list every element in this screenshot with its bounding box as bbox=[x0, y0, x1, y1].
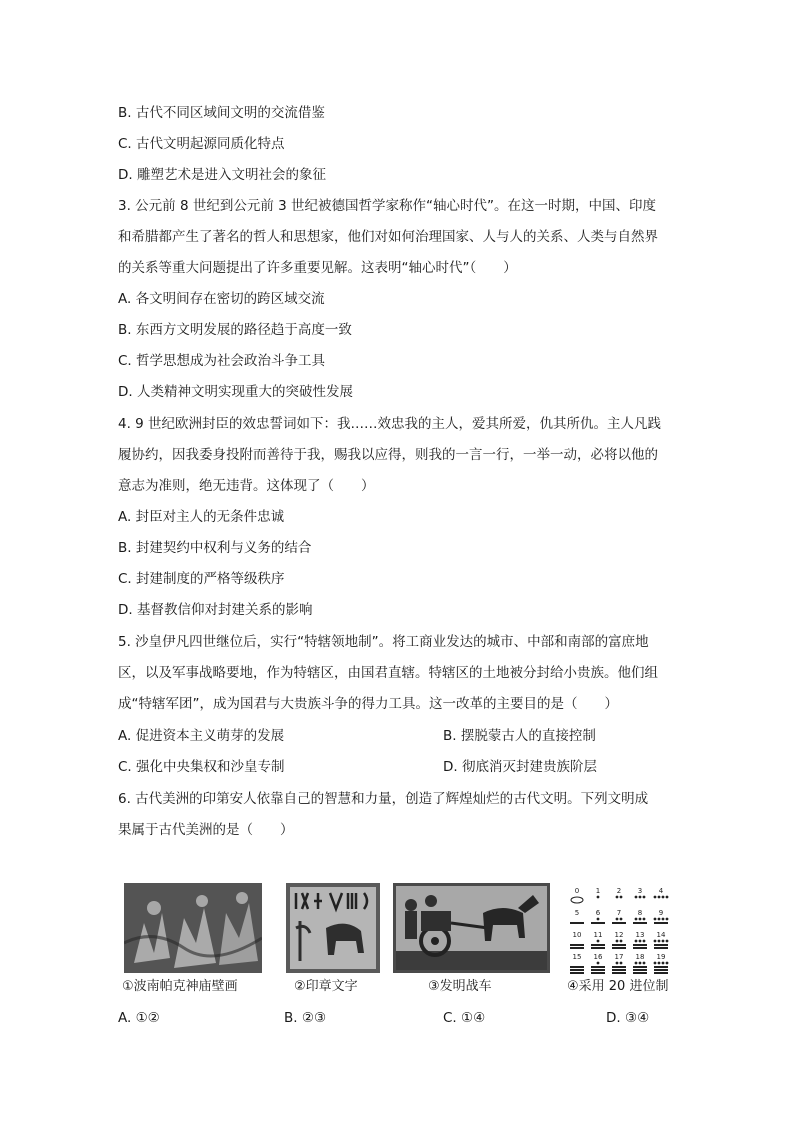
dot-glyph bbox=[597, 940, 600, 943]
dot-glyph bbox=[643, 962, 646, 965]
dot-glyph bbox=[639, 962, 642, 965]
dot-glyph bbox=[654, 940, 657, 943]
bar-glyph bbox=[654, 944, 668, 946]
q4-option-a: A. 封臣对主人的无条件忠诚 bbox=[118, 509, 285, 525]
dot-glyph bbox=[658, 918, 661, 921]
numeral-label: 11 bbox=[593, 931, 603, 939]
bar-glyph bbox=[591, 947, 605, 949]
bar-glyph bbox=[591, 966, 605, 968]
bar-glyph bbox=[654, 966, 668, 968]
q4-option-c: C. 封建制度的严格等级秩序 bbox=[118, 571, 285, 587]
bar-glyph bbox=[654, 972, 668, 974]
q2-option-b: B. 古代不同区域间文明的交流借鉴 bbox=[118, 105, 325, 121]
q3-stem-line-2: 和希腊都产生了著名的哲人和思想家，他们对如何治理国家、人与人的关系、人类与自然界 bbox=[118, 229, 658, 245]
q6-option-a: A. ①② bbox=[118, 1010, 160, 1026]
bar-glyph bbox=[570, 969, 584, 971]
dot-glyph bbox=[662, 962, 665, 965]
q6-stem-line-2: 果属于古代美洲的是（ ） bbox=[118, 822, 294, 838]
q4-option-d: D. 基督教信仰对封建关系的影响 bbox=[118, 602, 313, 618]
q5-stem-line-2: 区，以及军事战略要地，作为特辖区，由国君直辖。特辖区的土地被分封给小贵族。他们组 bbox=[118, 665, 658, 681]
bar-glyph bbox=[654, 922, 668, 924]
dot-glyph bbox=[639, 918, 642, 921]
dot-glyph bbox=[597, 918, 600, 921]
bar-glyph bbox=[570, 947, 584, 949]
bar-glyph bbox=[570, 966, 584, 968]
dot-glyph bbox=[658, 940, 661, 943]
q3-option-c: C. 哲学思想成为社会政治斗争工具 bbox=[118, 353, 326, 369]
numeral-label: 19 bbox=[656, 953, 666, 961]
bar-glyph bbox=[633, 969, 647, 971]
numeral-label: 3 bbox=[637, 887, 643, 895]
dot-glyph bbox=[658, 896, 661, 899]
numeral-label: 8 bbox=[637, 909, 643, 917]
bar-glyph bbox=[591, 969, 605, 971]
numeral-label: 14 bbox=[656, 931, 666, 939]
dot-glyph bbox=[620, 918, 623, 921]
bar-glyph bbox=[570, 944, 584, 946]
dot-glyph bbox=[620, 896, 623, 899]
bar-glyph bbox=[633, 922, 647, 924]
dot-glyph bbox=[639, 940, 642, 943]
q5-option-c: C. 强化中央集权和沙皇专制 bbox=[118, 759, 285, 775]
dot-glyph bbox=[635, 962, 638, 965]
dot-glyph bbox=[616, 896, 619, 899]
dot-glyph bbox=[662, 940, 665, 943]
numeral-label: 15 bbox=[572, 953, 582, 961]
numeral-label: 10 bbox=[572, 931, 582, 939]
dot-glyph bbox=[635, 896, 638, 899]
chariot-image bbox=[393, 883, 550, 973]
dot-glyph bbox=[643, 940, 646, 943]
caption-mural: ①波南帕克神庙壁画 bbox=[122, 979, 238, 994]
q3-option-b: B. 东西方文明发展的路径趋于高度一致 bbox=[118, 322, 352, 338]
numeral-label: 12 bbox=[614, 931, 624, 939]
bar-glyph bbox=[633, 972, 647, 974]
q5-option-b: B. 摆脱蒙古人的直接控制 bbox=[443, 728, 596, 744]
q3-option-a: A. 各文明间存在密切的跨区域交流 bbox=[118, 291, 325, 307]
bar-glyph bbox=[612, 947, 626, 949]
numeral-label: 6 bbox=[595, 909, 601, 917]
bar-glyph bbox=[591, 922, 605, 924]
bar-glyph bbox=[570, 972, 584, 974]
q6-option-d: D. ③④ bbox=[606, 1010, 650, 1026]
dot-glyph bbox=[616, 940, 619, 943]
bar-glyph bbox=[654, 947, 668, 949]
numeral-label: 2 bbox=[616, 887, 622, 895]
q5-option-d: D. 彻底消灭封建贵族阶层 bbox=[443, 759, 597, 775]
dot-glyph bbox=[666, 918, 669, 921]
dot-glyph bbox=[654, 896, 657, 899]
dot-glyph bbox=[597, 896, 600, 899]
bar-glyph bbox=[612, 922, 626, 924]
dot-glyph bbox=[666, 896, 669, 899]
q4-stem-line-3: 意志为准则，绝无违背。这体现了（ ） bbox=[118, 478, 375, 494]
bar-glyph bbox=[612, 944, 626, 946]
q4-option-b: B. 封建契约中权利与义务的结合 bbox=[118, 540, 312, 556]
dot-glyph bbox=[658, 962, 661, 965]
bar-glyph bbox=[633, 947, 647, 949]
numeral-label: 0 bbox=[574, 887, 580, 895]
bar-glyph bbox=[591, 944, 605, 946]
dot-glyph bbox=[662, 918, 665, 921]
dot-glyph bbox=[643, 918, 646, 921]
dot-glyph bbox=[639, 896, 642, 899]
q6-option-c: C. ①④ bbox=[443, 1010, 486, 1026]
q3-option-d: D. 人类精神文明实现重大的突破性发展 bbox=[118, 384, 353, 400]
dot-glyph bbox=[616, 962, 619, 965]
q3-stem-line-3: 的关系等重大问题提出了许多重要见解。这表明“轴心时代”（ ） bbox=[118, 260, 517, 276]
dot-glyph bbox=[635, 940, 638, 943]
dot-glyph bbox=[643, 896, 646, 899]
q5-stem-line-3: 成“特辖军团”，成为国君与大贵族斗争的得力工具。这一改革的主要目的是（ ） bbox=[118, 696, 618, 712]
q3-stem-line-1: 3. 公元前 8 世纪到公元前 3 世纪被德国哲学家称作“轴心时代”。在这一时期，中国、印度 bbox=[118, 198, 657, 214]
dot-glyph bbox=[620, 940, 623, 943]
numeral-label: 4 bbox=[658, 887, 664, 895]
caption-seal: ②印章文字 bbox=[294, 979, 358, 994]
bar-glyph bbox=[591, 972, 605, 974]
caption-numerals: ④采用 20 进位制 bbox=[567, 979, 669, 994]
numeral-label: 16 bbox=[593, 953, 603, 961]
numeral-label: 7 bbox=[616, 909, 622, 917]
bar-glyph bbox=[612, 966, 626, 968]
dot-glyph bbox=[654, 918, 657, 921]
bar-glyph bbox=[570, 922, 584, 924]
bar-glyph bbox=[612, 969, 626, 971]
q2-option-c: C. 古代文明起源同质化特点 bbox=[118, 136, 285, 152]
dot-glyph bbox=[635, 918, 638, 921]
q6-option-b: B. ②③ bbox=[284, 1010, 327, 1026]
vigesimal-numerals-image bbox=[566, 883, 676, 975]
q4-stem-line-1: 4. 9 世纪欧洲封臣的效忠誓词如下：我……效忠我的主人，爱其所爱，仇其所仇。主人凡践 bbox=[118, 416, 662, 432]
q5-stem-line-1: 5. 沙皇伊凡四世继位后，实行“特辖领地制”。将工商业发达的城市、中部和南部的富庶地 bbox=[118, 634, 649, 650]
numeral-label: 9 bbox=[658, 909, 664, 917]
bonampak-mural-image bbox=[124, 883, 262, 973]
numeral-label: 18 bbox=[635, 953, 645, 961]
seal-script-image bbox=[286, 883, 380, 973]
dot-glyph bbox=[662, 896, 665, 899]
dot-glyph bbox=[666, 940, 669, 943]
dot-glyph bbox=[597, 962, 600, 965]
bar-glyph bbox=[654, 969, 668, 971]
bar-glyph bbox=[633, 966, 647, 968]
dot-glyph bbox=[654, 962, 657, 965]
q4-stem-line-2: 履协约，因我委身投附而善待于我，赐我以应得，则我的一言一行，一举一动，必将以他的 bbox=[118, 447, 658, 463]
q6-stem-line-1: 6. 古代美洲的印第安人依靠自己的智慧和力量，创造了辉煌灿烂的古代文明。下列文明成 bbox=[118, 791, 649, 807]
bar-glyph bbox=[612, 972, 626, 974]
dot-glyph bbox=[620, 962, 623, 965]
q2-option-d: D. 雕塑艺术是进入文明社会的象征 bbox=[118, 167, 326, 183]
numeral-label: 13 bbox=[635, 931, 645, 939]
numeral-label: 17 bbox=[614, 953, 624, 961]
q5-option-a: A. 促进资本主义萌芽的发展 bbox=[118, 728, 285, 744]
numeral-label: 1 bbox=[595, 887, 601, 895]
caption-chariot: ③发明战车 bbox=[428, 979, 492, 994]
dot-glyph bbox=[666, 962, 669, 965]
bar-glyph bbox=[633, 944, 647, 946]
numeral-label: 5 bbox=[574, 909, 580, 917]
dot-glyph bbox=[616, 918, 619, 921]
